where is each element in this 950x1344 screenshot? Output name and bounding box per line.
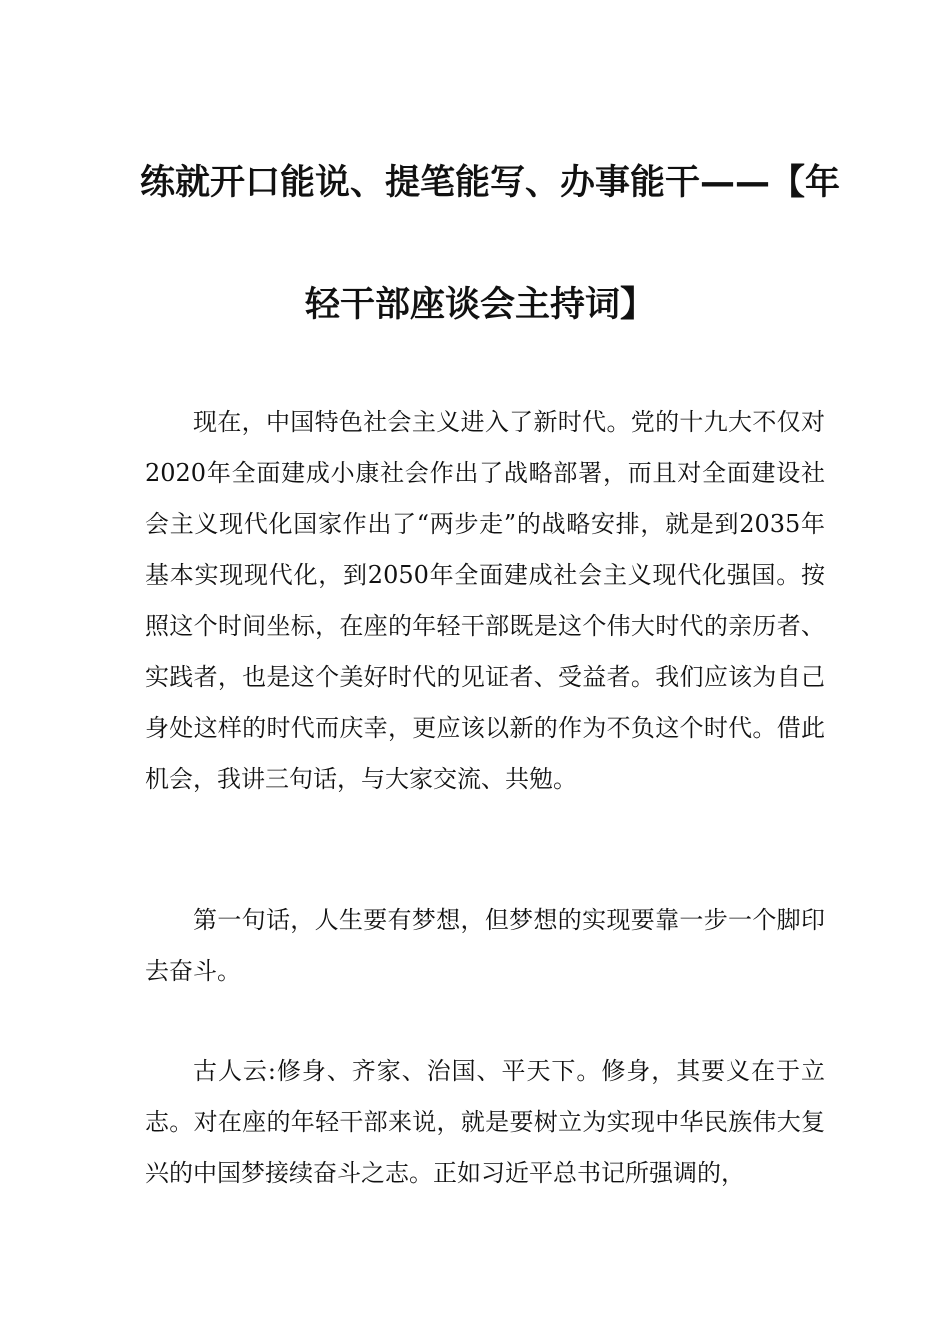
- document-title-line-1: 练就开口能说、提笔能写、办事能干——【年: [140, 163, 841, 203]
- body-paragraph-3: 古人云:修身、齐家、治国、平天下。修身，其要义在于立志。对在座的年轻干部来说，就是要树立为实现中华民族伟大复兴的中国梦接续奋斗之志。正如习近平总书记所强调的，: [145, 1057, 825, 1187]
- body-paragraph-2: 第一句话，人生要有梦想，但梦想的实现要靠一步一个脚印去奋斗。: [145, 906, 825, 985]
- body-paragraph-1: 现在，中国特色社会主义进入了新时代。党的十九大不仅对2020年全面建成小康社会作出了战略部署，而且对全面建设社会主义现代化国家作出了“两步走”的战略安排，就是到2035年基本实现现代化，到2050年全面建成社会主义现代化强国。按照这个时间坐标，在座的年轻干部既是这个伟大时代的亲历者、实践者，也是这个美好时代的见证者、受益者。我们应该为自己身处这样的时代而庆幸，更应该以新的作为不负这个时代。借此机会，我讲三句话，与大家交流、共勉。: [145, 408, 825, 793]
- document-title-line-2: 轻干部座谈会主持词】: [304, 285, 655, 325]
